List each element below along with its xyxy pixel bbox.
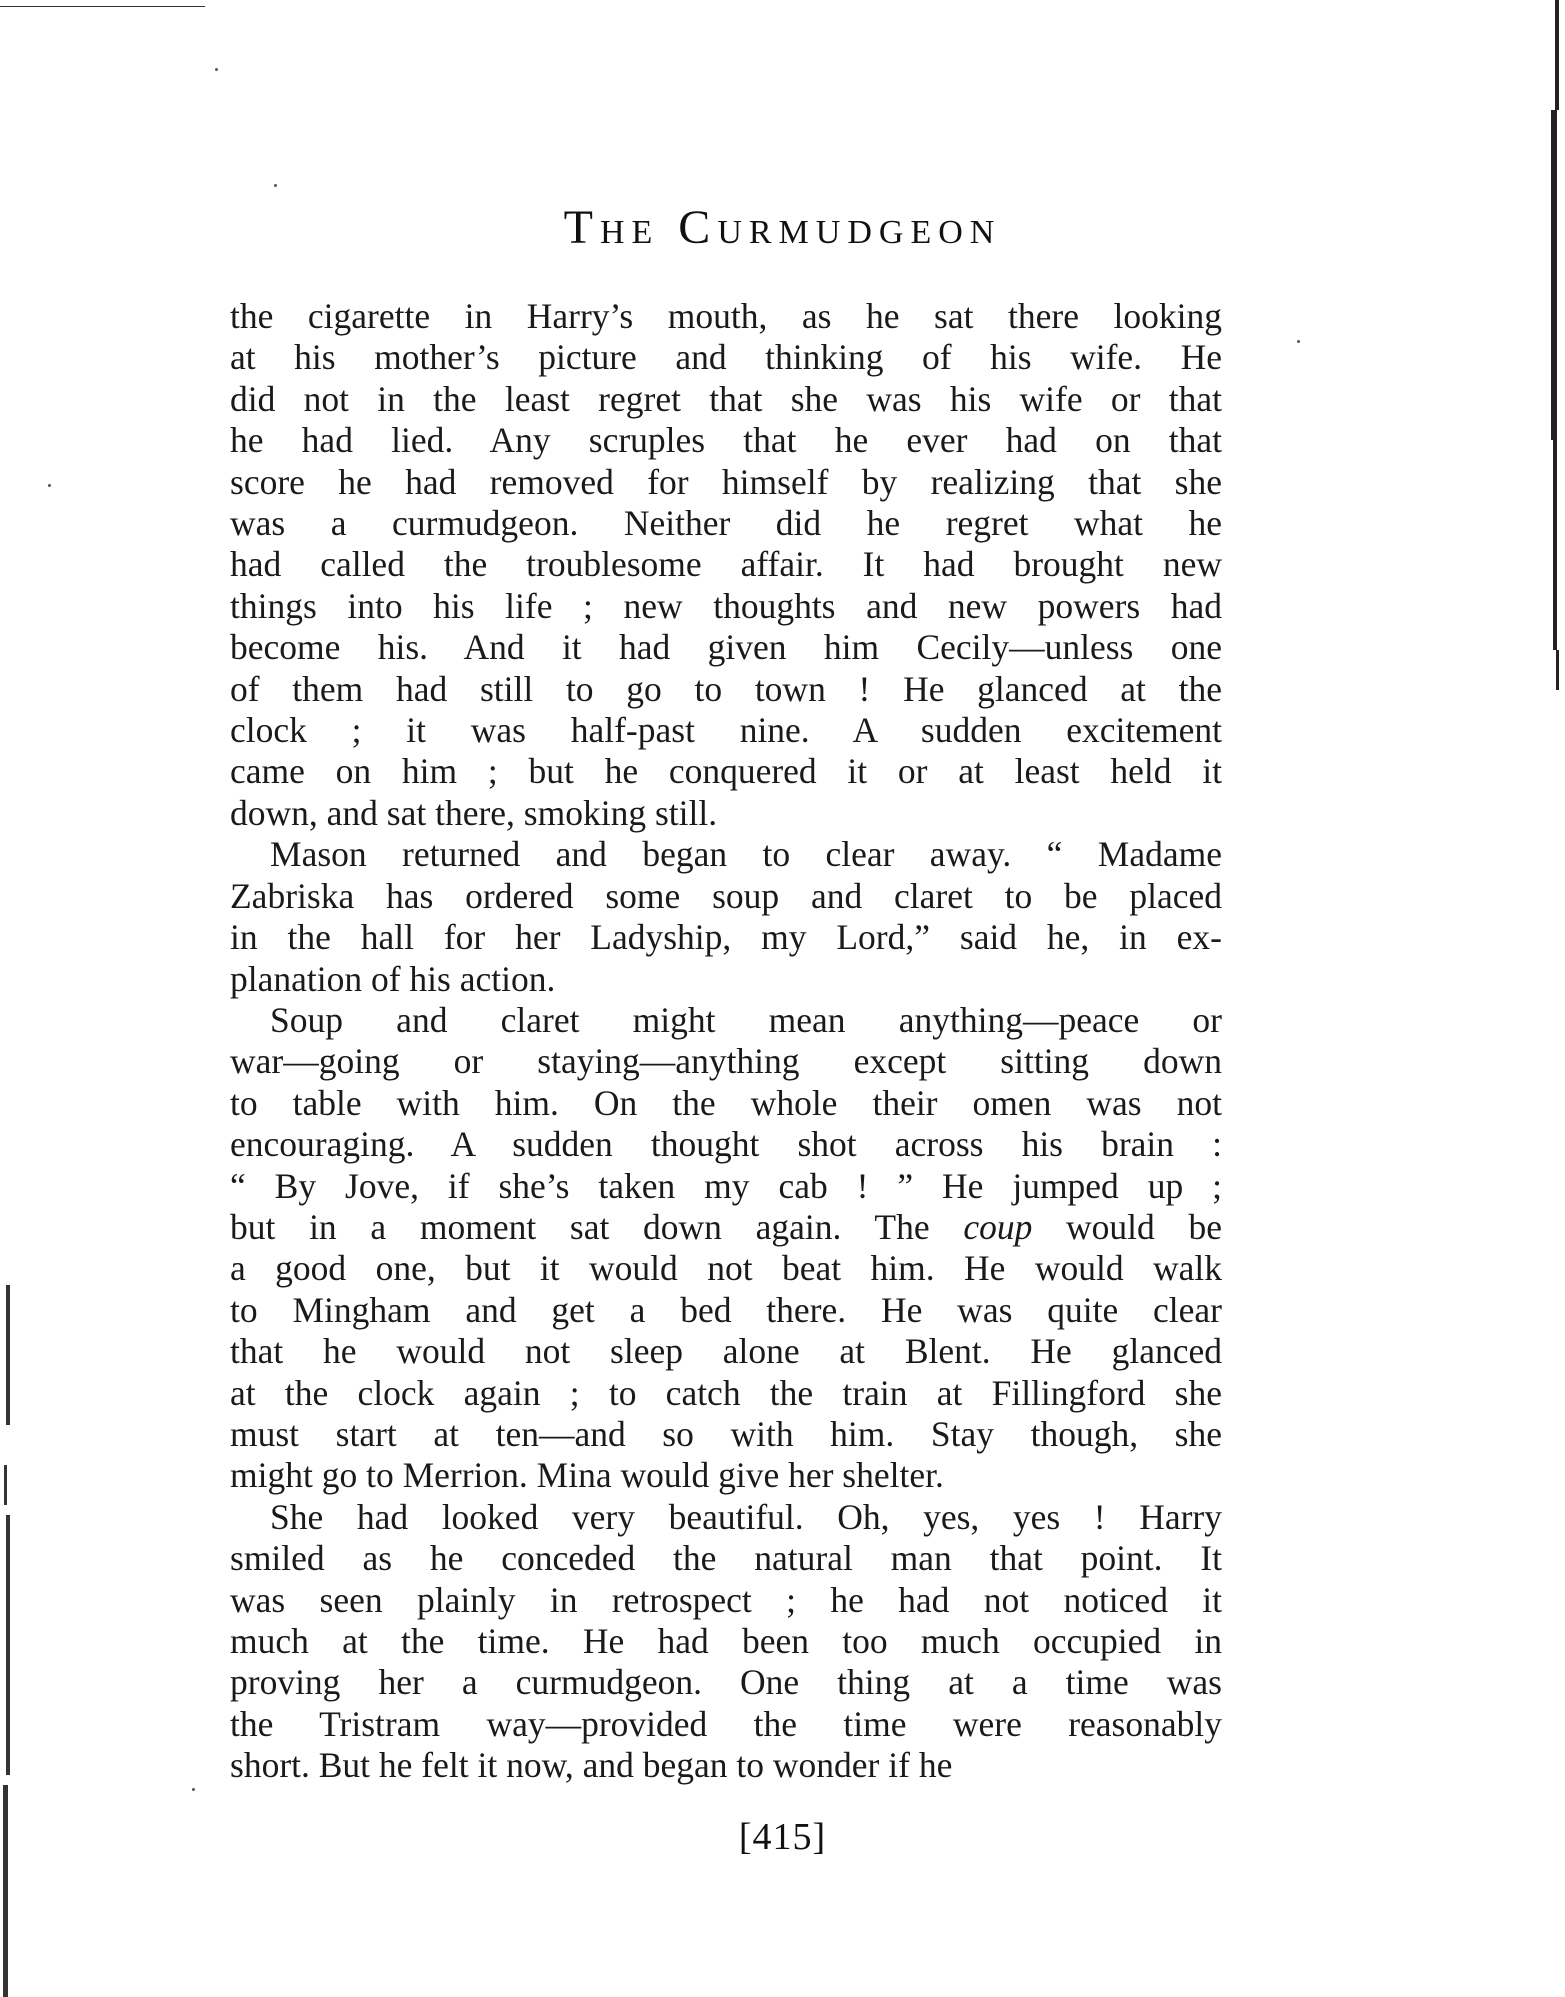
text-line: to table with him. On the whole their omen was not [230,1082,1222,1123]
text-line: Mason returned and began to clear away. “ Madame [270,834,1222,875]
paragraph [230,1497,1222,1787]
text-line: did not in the least regret that she was his wife or that [230,378,1222,419]
page-speck [274,184,277,187]
text-line: “ By Jove, if she’s taken my cab ! ” He jumped up ; [230,1165,1222,1206]
text-line: Zabriska has ordered some soup and claret to be placed [230,875,1222,916]
text-line: planation of his action. [230,958,556,999]
text-line: become his. And it had given him Cecily—unless one [230,627,1222,668]
text-line: down, and sat there, smoking still. [230,792,718,833]
text-line: encouraging. A sudden thought shot across his brain : [230,1124,1222,1165]
page-speck [215,68,218,71]
running-title: The Curmudgeon [563,201,1002,254]
text-line: Soup and claret might mean anything—peace or [270,999,1222,1040]
binding-shadow-right [1547,0,1565,690]
text-line: must start at ten—and so with him. Stay though, she [230,1413,1222,1454]
body-text [230,296,1222,1787]
text-line: at the clock again ; to catch the train at Fillingford she [230,1372,1222,1413]
text-line: that he would not sleep alone at Blent. He glanced [230,1331,1222,1372]
text-line: score he had removed for himself by realizing that she [230,461,1222,502]
text-line: short. But he felt it now, and began to wonder if he [230,1745,953,1786]
text-line: war—going or staying—anything except sitting down [230,1041,1222,1082]
text-line: things into his life ; new thoughts and new powers had [230,585,1222,626]
paragraph [230,1000,1222,1497]
page-speck [48,484,51,487]
text-line: might go to Merrion. Mina would give her shelter. [230,1455,944,1496]
page-speck [1297,340,1300,343]
text-line: to Mingham and get a bed there. He was quite clear [230,1289,1222,1330]
text-line: had called the troublesome affair. It had brought new [230,544,1222,585]
text-line: the Tristram way—provided the time were reasonably [230,1703,1222,1744]
text-line: proving her a curmudgeon. One thing at a time was [230,1662,1222,1703]
paragraph [230,296,1222,834]
italic-word: coup [963,1206,1033,1247]
text-line: was seen plainly in retrospect ; he had not noticed it [230,1579,1222,1620]
text-line: much at the time. He had been too much occupied in [230,1621,1222,1661]
text-line: smiled as he conceded the natural man that point. It [230,1538,1222,1579]
text-line: was a curmudgeon. Neither did he regret what he [230,503,1222,544]
page-speck [192,1788,195,1791]
binding-shadow-left [0,1285,30,1997]
text-line: of them had still to go to town ! He glanced at the [230,668,1222,709]
text-line: he had lied. Any scruples that he ever had on that [230,420,1222,461]
text-line: She had looked very beautiful. Oh, yes, yes ! Harry [270,1496,1222,1537]
top-rule [0,6,205,7]
text-line: the cigarette in Harry’s mouth, as he sat there looking [230,296,1222,336]
paragraph [230,834,1222,1000]
page-number: [415] [738,1816,827,1858]
text-line: in the hall for her Ladyship, my Lord,” said he, in ex- [230,917,1222,958]
text-line: at his mother’s picture and thinking of his wife. He [230,337,1222,378]
text-line: a good one, but it would not beat him. He would walk [230,1248,1222,1289]
text-line: clock ; it was half-past nine. A sudden excitement [230,710,1222,751]
text-line: came on him ; but he conquered it or at least held it [230,751,1222,792]
text-line: but in a moment sat down again. The coup would be [230,1206,1223,1247]
